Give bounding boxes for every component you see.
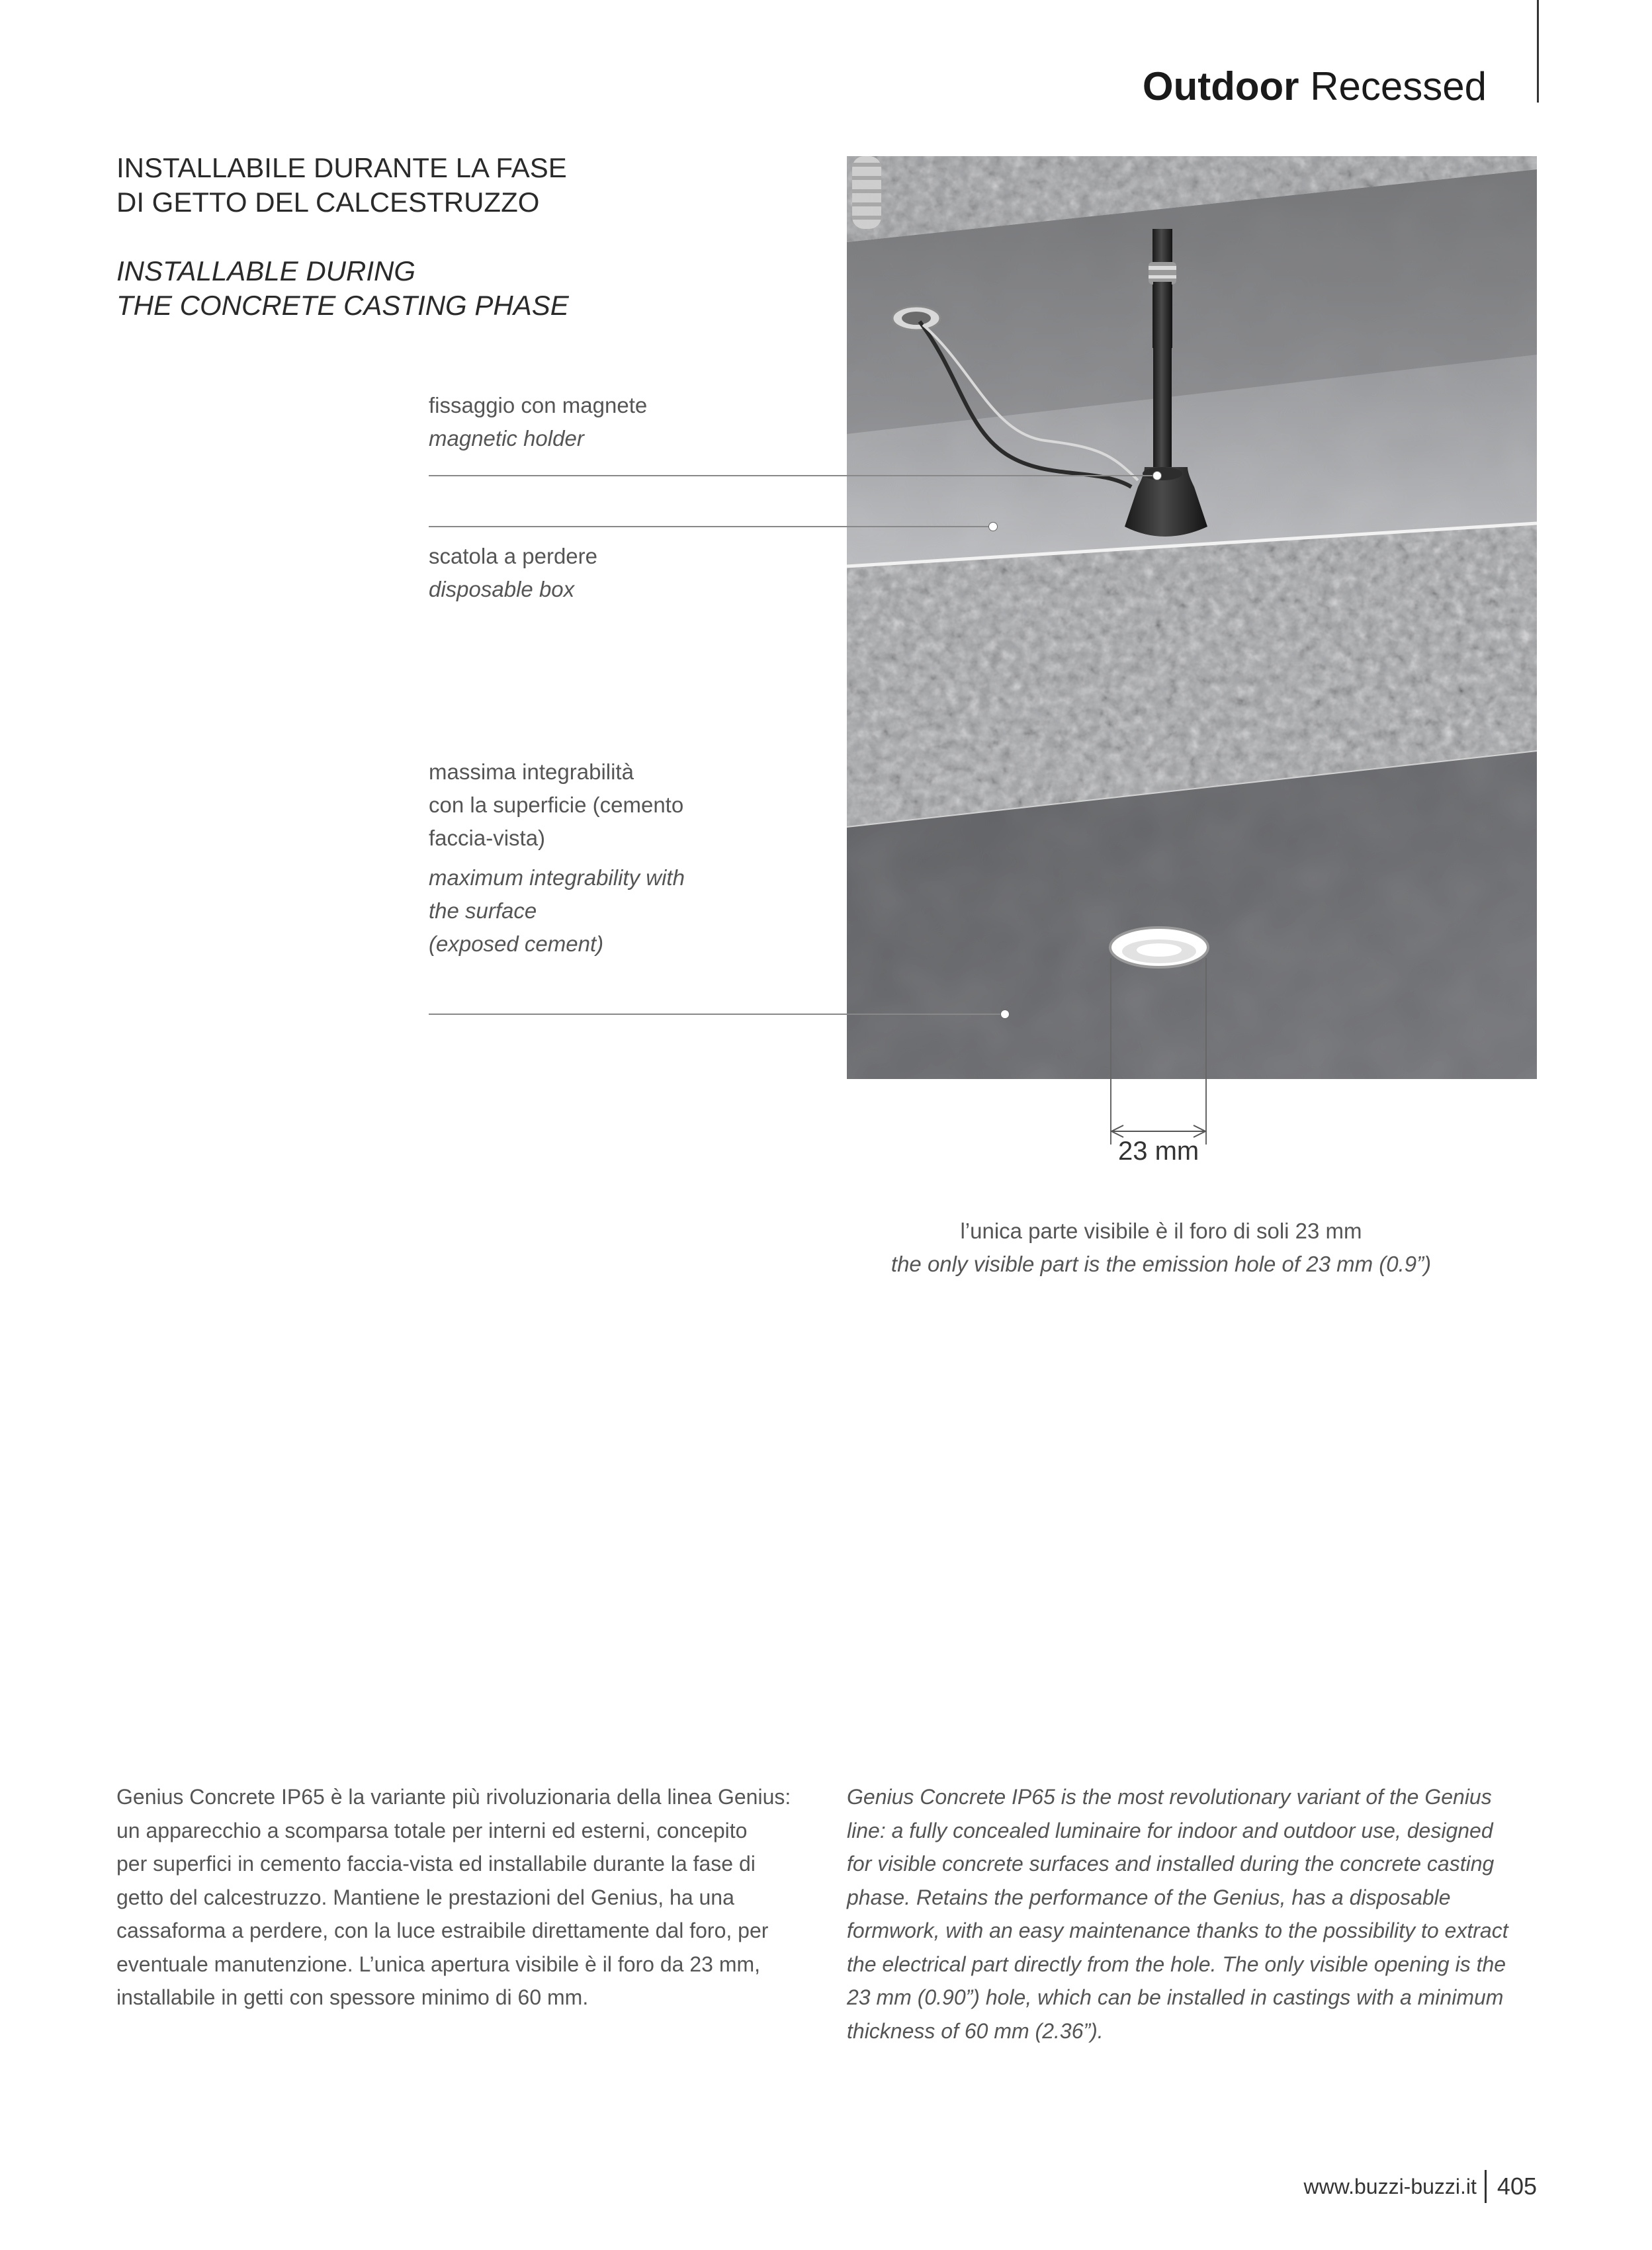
dimension-extension-left [1110,958,1111,1145]
label-magnet-it: fissaggio con magnete [429,393,648,417]
intro-en-line: INSTALLABLE DURING [116,255,416,286]
dimension-extension-right [1205,958,1207,1145]
body-en-line: the electrical part directly from the hole. The only visible opening is the [847,1952,1506,1976]
intro-it-line: DI GETTO DEL CALCESTRUZZO [116,187,540,218]
footer-url: www.buzzi-buzzi.it [1303,2174,1477,2198]
body-it-line: eventuale manutenzione. L’unica apertura visibile è il foro da 23 mm, [116,1952,761,1976]
label-surface-it: con la superficie (cemento [429,793,684,817]
leader-dot-surface [1000,1010,1010,1019]
page-footer [1304,2170,1537,2203]
body-it-line: un apparecchio a scomparsa totale per interni ed esterni, concepito [116,1818,748,1842]
body-en-line: Genius Concrete IP65 is the most revolutionary variant of the Genius [847,1785,1492,1809]
label-magnet-en: magnetic holder [429,426,584,451]
page-number: 405 [1497,2173,1537,2200]
label-surface-en: (exposed cement) [429,931,604,956]
intro-en-line: THE CONCRETE CASTING PHASE [116,290,569,321]
label-surface-en: maximum integrability with [429,865,685,890]
intro-it-line: INSTALLABILE DURANTE LA FASE [116,152,567,183]
body-en-line: 23 mm (0.90”) hole, which can be installed in castings with a minimum [847,1985,1504,2009]
header-title-bold: Outdoor [1142,64,1299,108]
label-magnetic-holder [429,389,647,455]
label-surface-it: massima integrabilità [429,759,634,784]
body-text-english [847,1780,1542,2048]
leader-line-box [429,526,991,527]
body-en-line: thickness of 60 mm (2.36”). [847,2018,1104,2043]
dimension-label: 23 mm [1118,1137,1199,1166]
body-text-italian [116,1780,811,2014]
label-surface-en: the surface [429,898,537,923]
label-surface [429,756,685,961]
label-box-it: scatola a perdere [429,544,597,568]
leader-dot-box [988,522,998,531]
body-en-line: phase. Retains the performance of the Genius, has a disposable [847,1885,1451,1909]
intro-heading [116,151,569,323]
footer-divider [1485,2170,1487,2203]
leader-line-magnet [429,475,1155,476]
photo-caption [847,1215,1475,1281]
label-box-en: disposable box [429,577,575,601]
leader-line-surface [429,1014,1003,1015]
body-it-line: Genius Concrete IP65 è la variante più rivoluzionaria della linea Genius: [116,1785,791,1809]
body-it-line: per superfici in cemento faccia-vista ed installabile durante la fase di [116,1852,756,1876]
header-title-regular: Recessed [1310,64,1487,108]
header-divider [1537,0,1539,103]
concrete-installation-photo [847,156,1537,1079]
body-it-line: installabile in getti con spessore minimo di 60 mm. [116,1985,589,2009]
body-it-line: getto del calcestruzzo. Mantiene le prestazioni del Genius, ha una [116,1885,734,1909]
label-disposable-box [429,540,597,606]
body-en-line: formwork, with an easy maintenance thanks to the possibility to extract [847,1919,1508,1942]
caption-it: l’unica parte visibile è il foro di soli 23 mm [960,1219,1362,1243]
emission-hole [1110,928,1208,967]
label-surface-it: faccia-vista) [429,826,546,850]
conduit-tube [852,156,881,229]
body-en-line: for visible concrete surfaces and installed during the concrete casting [847,1852,1495,1876]
body-en-line: line: a fully concealed luminaire for indoor and outdoor use, designed [847,1818,1493,1842]
page-header [1143,64,1487,109]
caption-en: the only visible part is the emission hole of 23 mm (0.9”) [891,1252,1432,1276]
body-it-line: cassaforma a perdere, con la luce estraibile direttamente dal foro, per [116,1919,769,1942]
leader-dot-magnet [1152,471,1162,480]
